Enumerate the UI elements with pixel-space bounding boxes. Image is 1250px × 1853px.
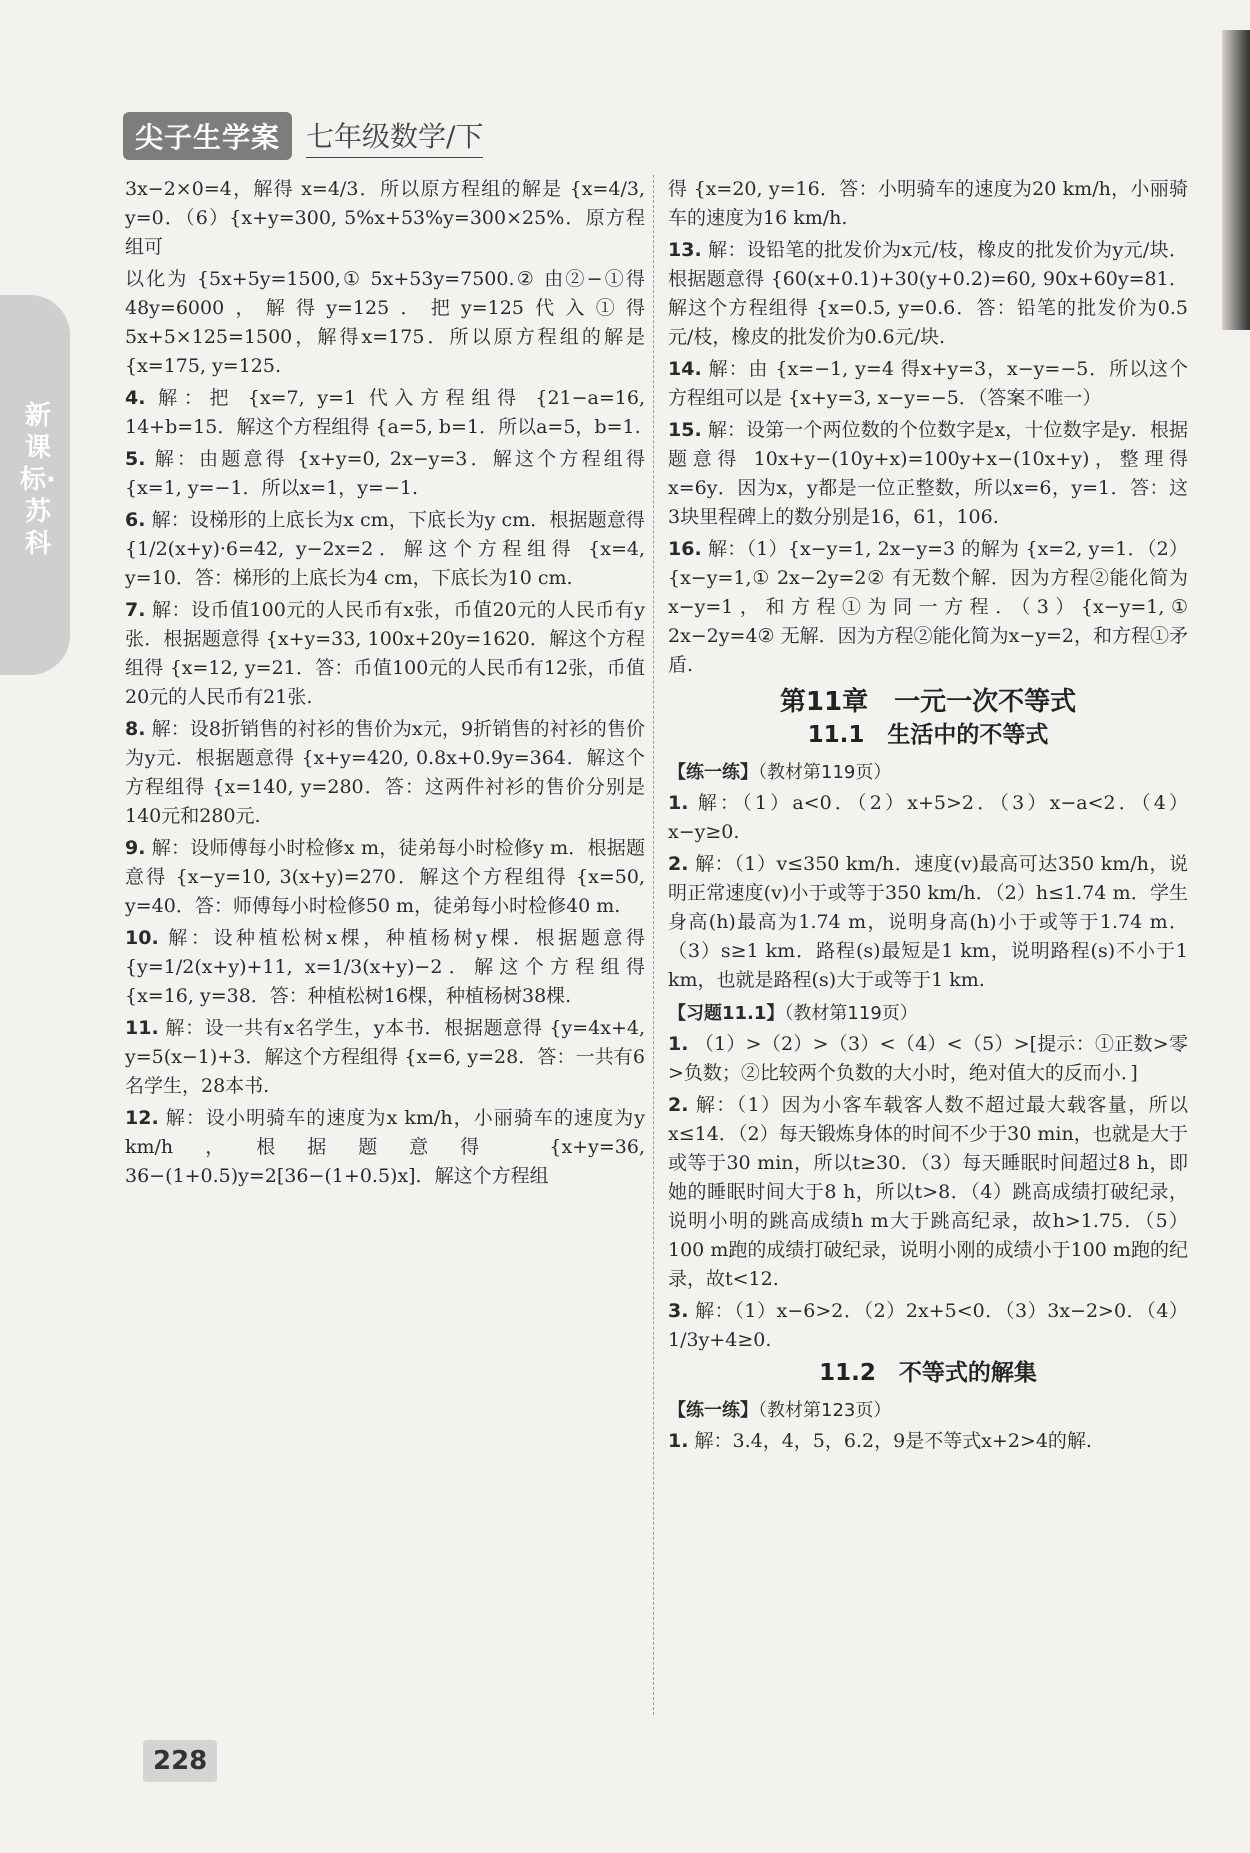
answer-item: 13. 解：设铅笔的批发价为x元/枝，橡皮的批发价为y元/块．根据题意得 {60(x+0.1)+30(y+0.2)=60, 90x+60y=81．解这个方程组得 {x=0.5, y=0.6．答：铅笔的批发价为0.5元/枝，橡皮的批发价为0.6元/块. [668, 239, 1188, 348]
brand-label: 尖子生学案 [123, 112, 292, 160]
practice-tag: 【练一练】（教材第119页） [668, 762, 892, 783]
section-title: 11.2 不等式的解集 [819, 1360, 1037, 1386]
answer-paragraph: 以化为 {5x+5y=1500,① 5x+53y=7500.② 由②−①得48y=6000，解得y=125．把y=125代入①得5x+5×125=1500，解得x=175．所以原方程组的解是 {x=175, y=125. [125, 268, 645, 377]
answer-item: 8. 解：设8折销售的衬衫的售价为x元，9折销售的衬衫的售价为y元．根据题意得 {x+y=420, 0.8x+0.9y=364．解这个方程组得 {x=140, y=280．答：这两件衬衫的售价分别是140元和280元. [125, 718, 645, 827]
answer-item: 2. 解：（1）因为小客车载客人数不超过最大载客量，所以x≤14．（2）每天锻炼身体的时间不少于30 min，也就是大于或等于30 min，所以t≥30．（3）每天睡眠时间超过8 h，即她的睡眠时间大于8 h，所以t>8．（4）跳高成绩打破纪录，说明小明的跳高成绩h m大于跳高纪录，故h>1.75．（5）100 m跑的成绩打破纪录，说明小刚的成绩小于100 m跑的纪录，故t<12. [668, 1094, 1188, 1290]
binding-edge [1222, 30, 1250, 330]
answer-item: 11. 解：设一共有x名学生，y本书．根据题意得 {y=4x+4, y=5(x−1)+3．解这个方程组得 {x=6, y=28．答：一共有6名学生，28本书. [125, 1017, 645, 1097]
left-column [125, 175, 645, 1194]
section-title: 11.1 生活中的不等式 [807, 722, 1049, 748]
grade-label: 七年级数学/下 [306, 115, 483, 158]
answer-item: 1. 解：3.4，4，5，6.2，9是不等式x+2>4的解. [668, 1430, 1092, 1452]
side-tab-label: 新课标·苏科 [20, 401, 56, 559]
page-header [123, 112, 483, 160]
practice-tag: 【练一练】（教材第123页） [668, 1400, 892, 1421]
answer-paragraph: 得 {x=20, y=16．答：小明骑车的速度为20 km/h，小丽骑车的速度为16 km/h. [668, 178, 1188, 229]
answer-item: 15. 解：设第一个两位数的个位数字是x，十位数字是y．根据题意得 10x+y−(10y+x)=100y+x−(10x+y)，整理得x=6y．因为x，y都是一位正整数，所以x=6，y=1．答：这3块里程碑上的数分别是16，61，106. [668, 419, 1188, 528]
answer-item: 6. 解：设梯形的上底长为x cm，下底长为y cm．根据题意得 {1/2(x+y)·6=42, y−2x=2．解这个方程组得 {x=4, y=10．答：梯形的上底长为4 cm，下底长为10 cm. [125, 509, 645, 589]
answer-item: 1. （1）>（2）>（3）<（4）<（5）>[提示：①正数>零>负数；②比较两个负数的大小时，绝对值大的反而小．] [668, 1033, 1188, 1084]
answer-paragraph: 3x−2×0=4，解得 x=4/3．所以原方程组的解是 {x=4/3, y=0．（6）{x+y=300, 5%x+53%y=300×25%．原方程组可 [125, 178, 645, 258]
exercise-tag: 【习题11.1】（教材第119页） [668, 1003, 918, 1024]
answer-item: 5. 解：由题意得 {x+y=0, 2x−y=3．解这个方程组得 {x=1, y=−1．所以x=1，y=−1. [125, 448, 645, 499]
page-number: 228 [143, 1740, 217, 1782]
answer-item: 2. 解：（1）v≤350 km/h．速度(v)最高可达350 km/h，说明正常速度(v)小于或等于350 km/h．（2）h≤1.74 m．学生身高(h)最高为1.74 m，说明身高(h)小于或等于1.74 m．（3）s≥1 km．路程(s)最短是1 km，说明路程(s)不小于1 km，也就是路程(s)大于或等于1 km. [668, 853, 1188, 991]
answer-item: 12. 解：设小明骑车的速度为x km/h，小丽骑车的速度为y km/h，根据题意得 {x+y=36, 36−(1+0.5)y=2[36−(1+0.5)x]．解这个方程组 [125, 1107, 645, 1187]
chapter-title: 第11章 一元一次不等式 [779, 687, 1077, 717]
answer-item: 4. 解：把 {x=7, y=1 代入方程组得 {21−a=16, 14+b=15．解这个方程组得 {a=5, b=1．所以a=5，b=1. [125, 387, 646, 438]
answer-item: 7. 解：设币值100元的人民币有x张，币值20元的人民币有y张．根据题意得 {x+y=33, 100x+20y=1620．解这个方程组得 {x=12, y=21．答：币值100元的人民币有12张，币值20元的人民币有21张. [125, 599, 645, 708]
answer-item: 16. 解：（1）{x−y=1, 2x−y=3 的解为 {x=2, y=1．（2）{x−y=1,① 2x−2y=2② 有无数个解．因为方程②能化简为x−y=1，和方程①为同一方程．（3）{x−y=1,① 2x−2y=4② 无解．因为方程②能化简为x−y=2，和方程①矛盾. [668, 538, 1189, 676]
column-divider [653, 175, 654, 1715]
answer-item: 1. 解：（1）a<0．（2）x+5>2．（3）x−a<2．（4）x−y≥0. [668, 792, 1188, 843]
answer-item: 3. 解：（1）x−6>2．（2）2x+5<0．（3）3x−2>0．（4）1/3y+4≥0. [668, 1300, 1188, 1351]
right-column [668, 175, 1188, 1459]
answer-item: 10. 解：设种植松树x棵，种植杨树y棵．根据题意得 {y=1/2(x+y)+11, x=1/3(x+y)−2．解这个方程组得 {x=16, y=38．答：种植松树16棵，种植杨树38棵. [125, 927, 645, 1007]
answer-item: 14. 解：由 {x=−1, y=4 得x+y=3，x−y=−5．所以这个方程组可以是 {x+y=3, x−y=−5．（答案不唯一） [668, 358, 1189, 409]
answer-item: 9. 解：设师傅每小时检修x m，徒弟每小时检修y m．根据题意得 {x−y=10, 3(x+y)=270．解这个方程组得 {x=50, y=40．答：师傅每小时检修50 m，徒弟每小时检修40 m. [125, 837, 645, 917]
